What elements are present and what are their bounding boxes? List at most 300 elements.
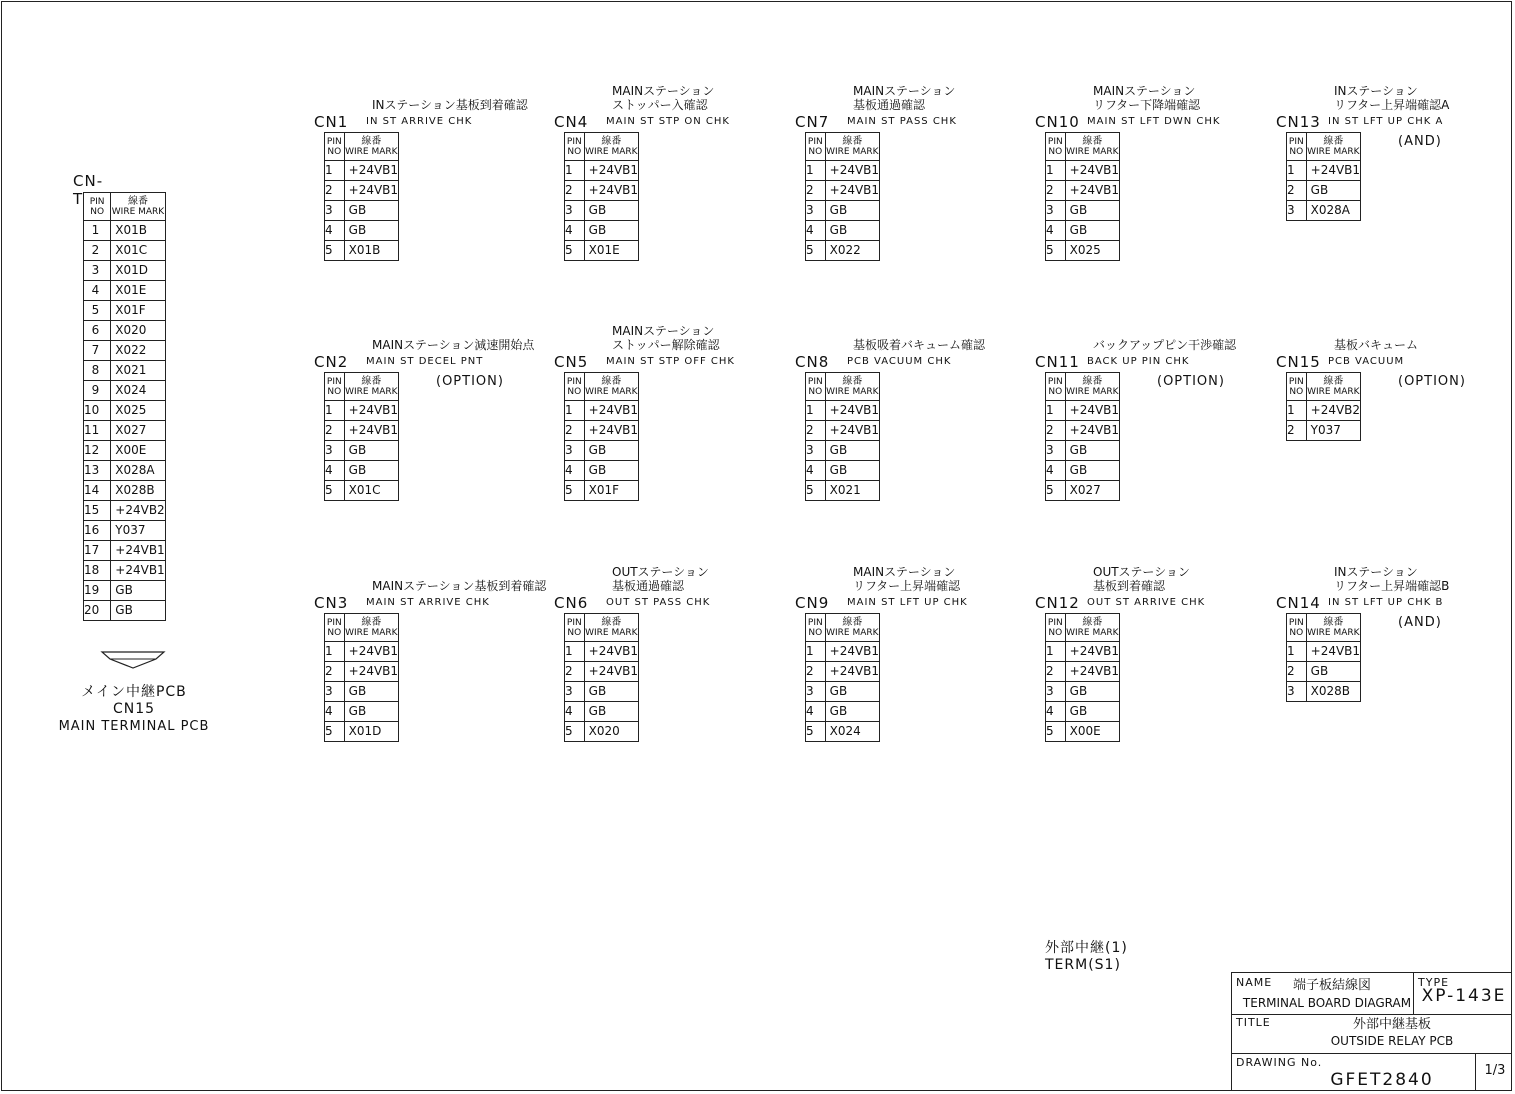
wire-mark: +24VB1 — [1306, 642, 1360, 662]
table-row — [84, 321, 166, 341]
term-jp: 外部中継(1) — [1045, 940, 1128, 956]
connector-desc-jp-line2: 基板吸着バキューム確認 — [853, 338, 986, 352]
wire-header-jp: 線番 — [361, 375, 382, 387]
table-row — [1046, 481, 1120, 501]
pin-number: 4 — [325, 221, 345, 241]
connector-id: CN10 — [1035, 113, 1080, 131]
pin-number: 2 — [325, 421, 345, 441]
connector-desc-en: MAIN ST STP OFF CHK — [606, 356, 735, 367]
table-row — [565, 221, 639, 241]
wire-mark: GB — [344, 221, 398, 241]
table-row — [325, 421, 399, 441]
table-row — [1046, 642, 1120, 662]
connector-id: CN2 — [314, 353, 349, 371]
wire-mark: GB — [1306, 181, 1360, 201]
pin-header: PIN NO — [1046, 614, 1066, 642]
table-row — [325, 181, 399, 201]
wire-mark: X01B — [111, 221, 165, 241]
connector-desc-jp-line1: INステーション — [1334, 84, 1418, 98]
table-row — [325, 481, 399, 501]
connector-desc-en: BACK UP PIN CHK — [1087, 356, 1190, 367]
pin-number: 4 — [565, 221, 585, 241]
table-row — [1046, 181, 1120, 201]
table-row — [1046, 421, 1120, 441]
wire-mark: +24VB1 — [584, 161, 638, 181]
pin-number: 1 — [806, 161, 826, 181]
wire-mark: GB — [344, 702, 398, 722]
title-block-name-row — [1232, 973, 1512, 1015]
connector-id: CN14 — [1276, 594, 1321, 612]
table-row — [84, 541, 166, 561]
connector-id: CN8 — [795, 353, 830, 371]
pin-table — [805, 132, 880, 261]
table-row — [565, 181, 639, 201]
wire-mark-header — [1306, 373, 1360, 401]
connector-desc-en: MAIN ST LFT UP CHK — [847, 597, 968, 608]
pin-number: 5 — [84, 301, 111, 321]
connector-note: (OPTION) — [1398, 374, 1466, 389]
term-en: TERM(S1) — [1045, 957, 1121, 973]
wire-mark: +24VB1 — [344, 421, 398, 441]
connector-desc-jp-line1: MAINステーション — [853, 84, 956, 98]
connector-desc-en: IN ST LFT UP CHK B — [1328, 597, 1444, 608]
name-label: NAME — [1236, 976, 1273, 989]
pin-table — [564, 372, 639, 501]
pin-number: 8 — [84, 361, 111, 381]
connector-id: CN1 — [314, 113, 349, 131]
table-row — [1046, 441, 1120, 461]
pin-table — [324, 613, 399, 742]
connector-id: CN4 — [554, 113, 589, 131]
wire-header-jp: 線番 — [1323, 616, 1344, 628]
table-row — [806, 421, 880, 441]
table-row — [325, 642, 399, 662]
wire-mark-header — [1065, 373, 1119, 401]
pin-number: 4 — [806, 221, 826, 241]
pin-header: PIN NO — [1046, 373, 1066, 401]
pin-number: 3 — [806, 682, 826, 702]
wire-mark: X028B — [1306, 682, 1360, 702]
pin-table — [1045, 613, 1120, 742]
wire-mark: X027 — [1065, 481, 1119, 501]
connector-desc-jp-line2: 基板バキューム — [1334, 338, 1419, 352]
wire-mark-header — [1306, 614, 1360, 642]
pin-table — [1045, 132, 1120, 261]
wire-header-en: WIRE MARK — [585, 146, 638, 157]
pin-table — [1286, 132, 1361, 221]
table-row — [806, 161, 880, 181]
pin-header: PIN NO — [806, 614, 826, 642]
pin-number: 5 — [806, 241, 826, 261]
connector-desc-jp-line1: OUTステーション — [1093, 565, 1190, 579]
wire-header-en: WIRE MARK — [826, 386, 879, 397]
wire-mark: X027 — [111, 421, 165, 441]
table-row — [1046, 461, 1120, 481]
wire-mark-header — [344, 373, 398, 401]
pin-number: 3 — [565, 441, 585, 461]
pin-header: PIN NO — [84, 193, 111, 221]
pin-number: 12 — [84, 441, 111, 461]
pin-table — [564, 132, 639, 261]
wire-mark: GB — [825, 682, 879, 702]
table-row — [84, 461, 166, 481]
wire-header-jp: 線番 — [1323, 135, 1344, 147]
connector-id: CN12 — [1035, 594, 1080, 612]
wire-mark-header — [584, 373, 638, 401]
table-row — [1046, 722, 1120, 742]
connector-desc-jp-line2: INステーション基板到着確認 — [372, 98, 528, 112]
sheet-number: 1/3 — [1484, 1063, 1506, 1078]
pin-header: PIN NO — [1046, 133, 1066, 161]
wire-mark: GB — [584, 461, 638, 481]
table-row — [84, 241, 166, 261]
wire-mark: X025 — [111, 401, 165, 421]
wire-header-jp: 線番 — [842, 616, 863, 628]
wire-header-jp: 線番 — [1082, 375, 1103, 387]
pin-number: 5 — [1046, 722, 1066, 742]
pin-number: 5 — [1046, 241, 1066, 261]
wire-mark-header — [825, 614, 879, 642]
connector-desc-en: IN ST LFT UP CHK A — [1328, 116, 1444, 127]
wire-mark: +24VB1 — [584, 181, 638, 201]
wire-header-jp: 線番 — [361, 135, 382, 147]
pin-number: 1 — [1287, 161, 1307, 181]
pin-number: 5 — [565, 481, 585, 501]
table-row — [84, 481, 166, 501]
pin-number: 3 — [325, 441, 345, 461]
main-pcb-jp: メイン中継PCB — [81, 684, 187, 700]
pin-header: PIN NO — [1287, 133, 1307, 161]
connector-id: CN5 — [554, 353, 589, 371]
pin-number: 1 — [806, 642, 826, 662]
connector-note: (AND) — [1398, 615, 1442, 630]
table-row — [1287, 201, 1361, 221]
table-row — [565, 722, 639, 742]
type-value: XP-143E — [1421, 986, 1507, 1006]
pin-number: 5 — [565, 722, 585, 742]
divider — [1413, 973, 1414, 1014]
table-row — [1046, 702, 1120, 722]
arrow-down-icon — [100, 650, 166, 670]
pin-number: 11 — [84, 421, 111, 441]
main-pcb-cn: CN15 — [112, 701, 156, 717]
table-row — [325, 662, 399, 682]
wire-mark: GB — [344, 682, 398, 702]
table-row — [565, 421, 639, 441]
table-row — [1046, 161, 1120, 181]
wire-mark: +24VB1 — [825, 181, 879, 201]
wire-mark: GB — [1306, 662, 1360, 682]
wire-mark: +24VB1 — [1065, 662, 1119, 682]
wire-mark: +24VB1 — [344, 401, 398, 421]
table-row — [325, 722, 399, 742]
wire-header-jp: 線番 — [601, 135, 622, 147]
pin-number: 9 — [84, 381, 111, 401]
wire-header-en: WIRE MARK — [1307, 146, 1360, 157]
wire-mark-header — [1065, 133, 1119, 161]
type-label: TYPE — [1418, 976, 1450, 989]
connector-note: (OPTION) — [1157, 374, 1225, 389]
wire-mark: GB — [584, 441, 638, 461]
main-terminal-pcb-label — [54, 684, 214, 735]
wire-mark: GB — [344, 441, 398, 461]
pin-number: 3 — [1287, 201, 1307, 221]
table-row — [84, 261, 166, 281]
wire-mark: +24VB1 — [111, 541, 165, 561]
connector-id: CN13 — [1276, 113, 1321, 131]
wire-mark: GB — [825, 461, 879, 481]
wire-mark: X01E — [111, 281, 165, 301]
connector-desc-jp-line2: MAINステーション減速開始点 — [372, 338, 535, 352]
pin-header: PIN NO — [325, 133, 345, 161]
wire-mark: X01F — [584, 481, 638, 501]
table-row — [1046, 682, 1120, 702]
pin-number: 2 — [806, 662, 826, 682]
pin-header: PIN NO — [565, 133, 585, 161]
table-row — [1287, 421, 1361, 441]
table-row — [1046, 401, 1120, 421]
connector-desc-en: PCB VACUUM CHK — [847, 356, 952, 367]
pin-number: 1 — [325, 161, 345, 181]
pin-number: 3 — [325, 682, 345, 702]
table-row — [806, 682, 880, 702]
wire-mark: +24VB1 — [1065, 642, 1119, 662]
pin-number: 4 — [1046, 221, 1066, 241]
wire-mark: X01C — [344, 481, 398, 501]
table-row — [84, 341, 166, 361]
pin-number: 1 — [325, 642, 345, 662]
wire-mark: X01D — [344, 722, 398, 742]
wire-mark: +24VB1 — [111, 561, 165, 581]
pin-number: 2 — [84, 241, 111, 261]
wire-mark: X025 — [1065, 241, 1119, 261]
wire-mark: +24VB1 — [825, 642, 879, 662]
connector-desc-jp-line2: 基板到着確認 — [1093, 579, 1166, 593]
pin-number: 4 — [1046, 702, 1066, 722]
connector-desc-jp-line2: バックアップピン干渉確認 — [1093, 338, 1237, 352]
table-row — [84, 301, 166, 321]
pin-number: 4 — [1046, 461, 1066, 481]
pin-number: 5 — [806, 722, 826, 742]
pin-number: 1 — [1287, 642, 1307, 662]
wire-header-jp: 線番 — [1082, 616, 1103, 628]
wire-mark: +24VB1 — [344, 181, 398, 201]
table-row — [325, 221, 399, 241]
wire-mark: X00E — [111, 441, 165, 461]
wire-mark: Y037 — [111, 521, 165, 541]
pin-header: PIN NO — [565, 373, 585, 401]
wire-mark-header — [584, 133, 638, 161]
pin-number: 3 — [325, 201, 345, 221]
table-row — [1287, 682, 1361, 702]
wire-mark: GB — [1065, 201, 1119, 221]
pin-number: 1 — [1046, 161, 1066, 181]
connector-id: CN6 — [554, 594, 589, 612]
connector-desc-jp-line2: ストッパー入確認 — [612, 98, 708, 112]
pin-number: 2 — [565, 662, 585, 682]
pin-number: 2 — [325, 181, 345, 201]
wire-mark: X022 — [111, 341, 165, 361]
drawing-label: DRAWING No. — [1236, 1056, 1323, 1069]
pin-number: 4 — [325, 461, 345, 481]
table-row — [1046, 662, 1120, 682]
pin-number: 4 — [806, 702, 826, 722]
title-en: OUTSIDE RELAY PCB — [1330, 1034, 1454, 1048]
wire-mark: +24VB1 — [1065, 401, 1119, 421]
connector-desc-jp-line2: ストッパー解除確認 — [612, 338, 720, 352]
wire-mark: +24VB1 — [344, 642, 398, 662]
pin-number: 4 — [84, 281, 111, 301]
wire-mark: +24VB1 — [584, 642, 638, 662]
connector-desc-jp-line1: MAINステーション — [612, 84, 715, 98]
wire-mark: GB — [825, 221, 879, 241]
pin-number: 13 — [84, 461, 111, 481]
wire-mark: X028A — [1306, 201, 1360, 221]
wire-mark: Y037 — [1306, 421, 1360, 441]
table-row — [325, 461, 399, 481]
wire-mark: X024 — [111, 381, 165, 401]
pin-number: 1 — [565, 401, 585, 421]
pin-table — [805, 372, 880, 501]
title-block-title-row — [1232, 1014, 1512, 1054]
connector-desc-en: PCB VACUUM — [1328, 356, 1405, 367]
table-row — [1287, 662, 1361, 682]
pin-number: 20 — [84, 601, 111, 621]
pin-number: 10 — [84, 401, 111, 421]
pin-number: 4 — [565, 702, 585, 722]
wire-header-en: WIRE MARK — [826, 627, 879, 638]
table-row — [806, 241, 880, 261]
wire-mark: X020 — [584, 722, 638, 742]
pin-number: 15 — [84, 501, 111, 521]
pin-table — [564, 613, 639, 742]
table-row — [1046, 241, 1120, 261]
connector-desc-jp-line2: リフター上昇端確認B — [1334, 579, 1450, 593]
table-row — [565, 241, 639, 261]
table-row — [806, 221, 880, 241]
wire-mark: +24VB1 — [1065, 181, 1119, 201]
table-row — [806, 662, 880, 682]
connector-desc-en: OUT ST PASS CHK — [606, 597, 711, 608]
wire-mark: GB — [1065, 221, 1119, 241]
pin-number: 2 — [1287, 662, 1307, 682]
connector-note: (OPTION) — [436, 374, 504, 389]
main-pcb-en: MAIN TERMINAL PCB — [58, 719, 210, 734]
wire-header-en: WIRE MARK — [1066, 146, 1119, 157]
pin-number: 1 — [1287, 401, 1307, 421]
table-row — [1287, 401, 1361, 421]
table-row — [806, 201, 880, 221]
table-row — [565, 662, 639, 682]
wire-mark: GB — [1065, 441, 1119, 461]
pin-number: 1 — [1046, 642, 1066, 662]
wire-mark: X024 — [825, 722, 879, 742]
table-row — [565, 401, 639, 421]
wire-mark: X01F — [111, 301, 165, 321]
wire-mark-header — [1306, 133, 1360, 161]
wire-header-en: WIRE MARK — [585, 627, 638, 638]
pin-number: 4 — [565, 461, 585, 481]
pin-number: 3 — [1046, 441, 1066, 461]
wire-mark: GB — [111, 601, 165, 621]
wire-header-en: WIRE MARK — [826, 146, 879, 157]
wire-mark-header — [344, 133, 398, 161]
pin-header: PIN NO — [325, 614, 345, 642]
pin-number: 3 — [806, 441, 826, 461]
wire-mark-header — [344, 614, 398, 642]
pin-number: 3 — [565, 201, 585, 221]
arrow-outline — [102, 652, 164, 668]
table-row — [84, 381, 166, 401]
table-row — [1287, 181, 1361, 201]
table-row — [325, 241, 399, 261]
connector-desc-jp-line2: リフター上昇端確認A — [1334, 98, 1450, 112]
pin-number: 18 — [84, 561, 111, 581]
divider — [1475, 1053, 1476, 1091]
table-row — [806, 642, 880, 662]
wire-header-jp: 線番 — [601, 375, 622, 387]
wire-mark: X01C — [111, 241, 165, 261]
pin-number: 16 — [84, 521, 111, 541]
wire-mark: GB — [825, 702, 879, 722]
connector-desc-jp-line1: MAINステーション — [853, 565, 956, 579]
cn-t-table — [83, 192, 166, 621]
pin-number: 5 — [325, 722, 345, 742]
pin-number: 14 — [84, 481, 111, 501]
wire-mark: X01B — [344, 241, 398, 261]
wire-mark: +24VB1 — [584, 401, 638, 421]
wire-header-en: WIRE MARK — [345, 386, 398, 397]
wire-header-en: WIRE MARK — [1307, 386, 1360, 397]
connector-id: CN11 — [1035, 353, 1080, 371]
name-en: TERMINAL BOARD DIAGRAM — [1242, 996, 1412, 1010]
wire-mark: +24VB1 — [1065, 161, 1119, 181]
pin-table — [805, 613, 880, 742]
wire-header-jp: 線番 — [842, 135, 863, 147]
drawing-number: GFET2840 — [1330, 1070, 1434, 1090]
pin-number: 3 — [1046, 201, 1066, 221]
connector-desc-jp-line1: MAINステーション — [612, 324, 715, 338]
pin-number: 2 — [806, 181, 826, 201]
wire-mark: +24VB1 — [825, 401, 879, 421]
table-row — [84, 441, 166, 461]
pin-header: PIN NO — [325, 373, 345, 401]
table-row — [565, 161, 639, 181]
wire-mark: +24VB1 — [584, 662, 638, 682]
pin-header: PIN NO — [806, 133, 826, 161]
wire-header-en: WIRE MARK — [585, 386, 638, 397]
table-row — [806, 722, 880, 742]
connector-desc-en: IN ST ARRIVE CHK — [366, 116, 473, 127]
pin-header: PIN NO — [806, 373, 826, 401]
pin-number: 1 — [84, 221, 111, 241]
pin-header: PIN NO — [1287, 373, 1307, 401]
pin-header: PIN NO — [1287, 614, 1307, 642]
wire-mark: X021 — [111, 361, 165, 381]
wire-mark: GB — [584, 201, 638, 221]
wire-header-en: WIRE MARK — [1307, 627, 1360, 638]
connector-desc-en: MAIN ST DECEL PNT — [366, 356, 484, 367]
pin-table — [1286, 372, 1361, 441]
pin-number: 3 — [1046, 682, 1066, 702]
wire-mark: GB — [1065, 461, 1119, 481]
pin-number: 5 — [325, 241, 345, 261]
wire-header-jp: 線番 — [1323, 375, 1344, 387]
title-jp: 外部中継基板 — [1352, 1017, 1431, 1032]
wire-mark: X022 — [825, 241, 879, 261]
table-row — [325, 161, 399, 181]
pin-number: 2 — [1046, 421, 1066, 441]
